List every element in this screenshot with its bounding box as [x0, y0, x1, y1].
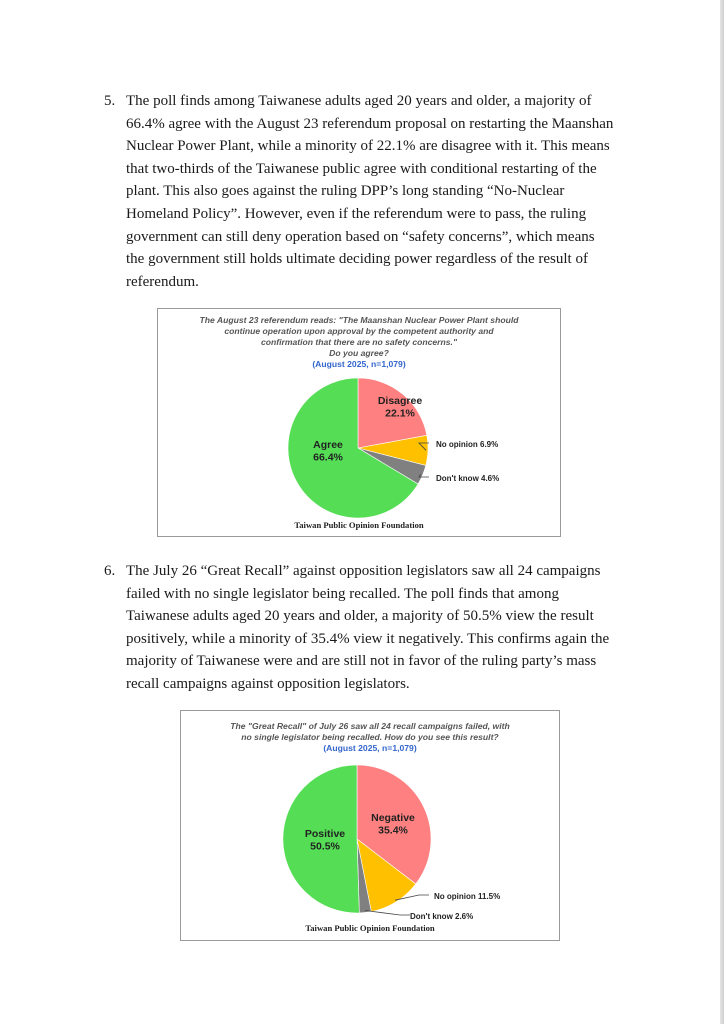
chart-title-line: continue operation upon approval by the competent authority and	[224, 326, 494, 336]
list-item-5	[104, 90, 614, 293]
chart-source: Taiwan Public Opinion Foundation	[294, 520, 424, 530]
slice-label: Don't know 4.6%	[436, 474, 500, 483]
slice-label: Positive 50.5%	[304, 828, 346, 853]
referendum-pie-chart	[157, 308, 561, 537]
slice-label: No opinion 11.5%	[434, 892, 501, 901]
chart-title-line: Do you agree?	[329, 348, 389, 358]
leader-line	[365, 911, 410, 916]
slice-label: Disagree 22.1%	[377, 395, 423, 420]
slice-label: Agree 66.4%	[313, 439, 343, 464]
recall-pie-chart	[180, 710, 560, 941]
slice-label: Negative 35.4%	[371, 812, 415, 837]
slice-label: Don't know 2.6%	[410, 912, 474, 921]
chart-title-line: The "Great Recall" of July 26 saw all 24 recall campaigns failed, with	[230, 721, 510, 731]
item-number: 6.	[104, 563, 116, 579]
slice-label: No opinion 6.9%	[436, 440, 499, 449]
chart-title-line: The August 23 referendum reads: "The Maanshan Nuclear Power Plant should	[199, 315, 519, 325]
list-item-6	[104, 560, 614, 696]
chart-title-line: no single legislator being recalled. How do you see this result?	[241, 732, 499, 742]
item-number: 5.	[104, 93, 116, 109]
item-paragraph: The July 26 “Great Recall” against opposition legislators saw all 24 campaigns failed with no single legislator being recalled. The poll finds that among Taiwanese adults aged 20 years and older, a majority of 50.5% view the result positively, while a minority of 35.4% view it negatively. This confirms again the majority of Taiwanese were and are still not in favor of the ruling party’s mass recall campaigns against opposition legislators.	[126, 563, 610, 692]
chart-period: (August 2025, n=1,079)	[312, 359, 406, 369]
chart-source: Taiwan Public Opinion Foundation	[305, 923, 435, 933]
pie-svg	[181, 711, 559, 940]
page-edge-shadow	[720, 0, 724, 1024]
chart-title-line: confirmation that there are no safety concerns."	[260, 337, 458, 347]
chart-period: (August 2025, n=1,079)	[323, 743, 417, 753]
pie-svg	[158, 309, 560, 536]
item-paragraph: The poll finds among Taiwanese adults aged 20 years and older, a majority of 66.4% agree with the August 23 referendum proposal on restarting the Maanshan Nuclear Power Plant, while a minority of 22.1% are disagree with it. This means that two-thirds of the Taiwanese public agree with conditional restarting of the plant. This also goes against the ruling DPP’s long standing “No-Nuclear Homeland Policy”. However, even if the referendum were to pass, the ruling government can still deny operation based on “safety concerns”, which means the government still holds ultimate deciding power regardless of the result of referendum.	[126, 93, 614, 290]
